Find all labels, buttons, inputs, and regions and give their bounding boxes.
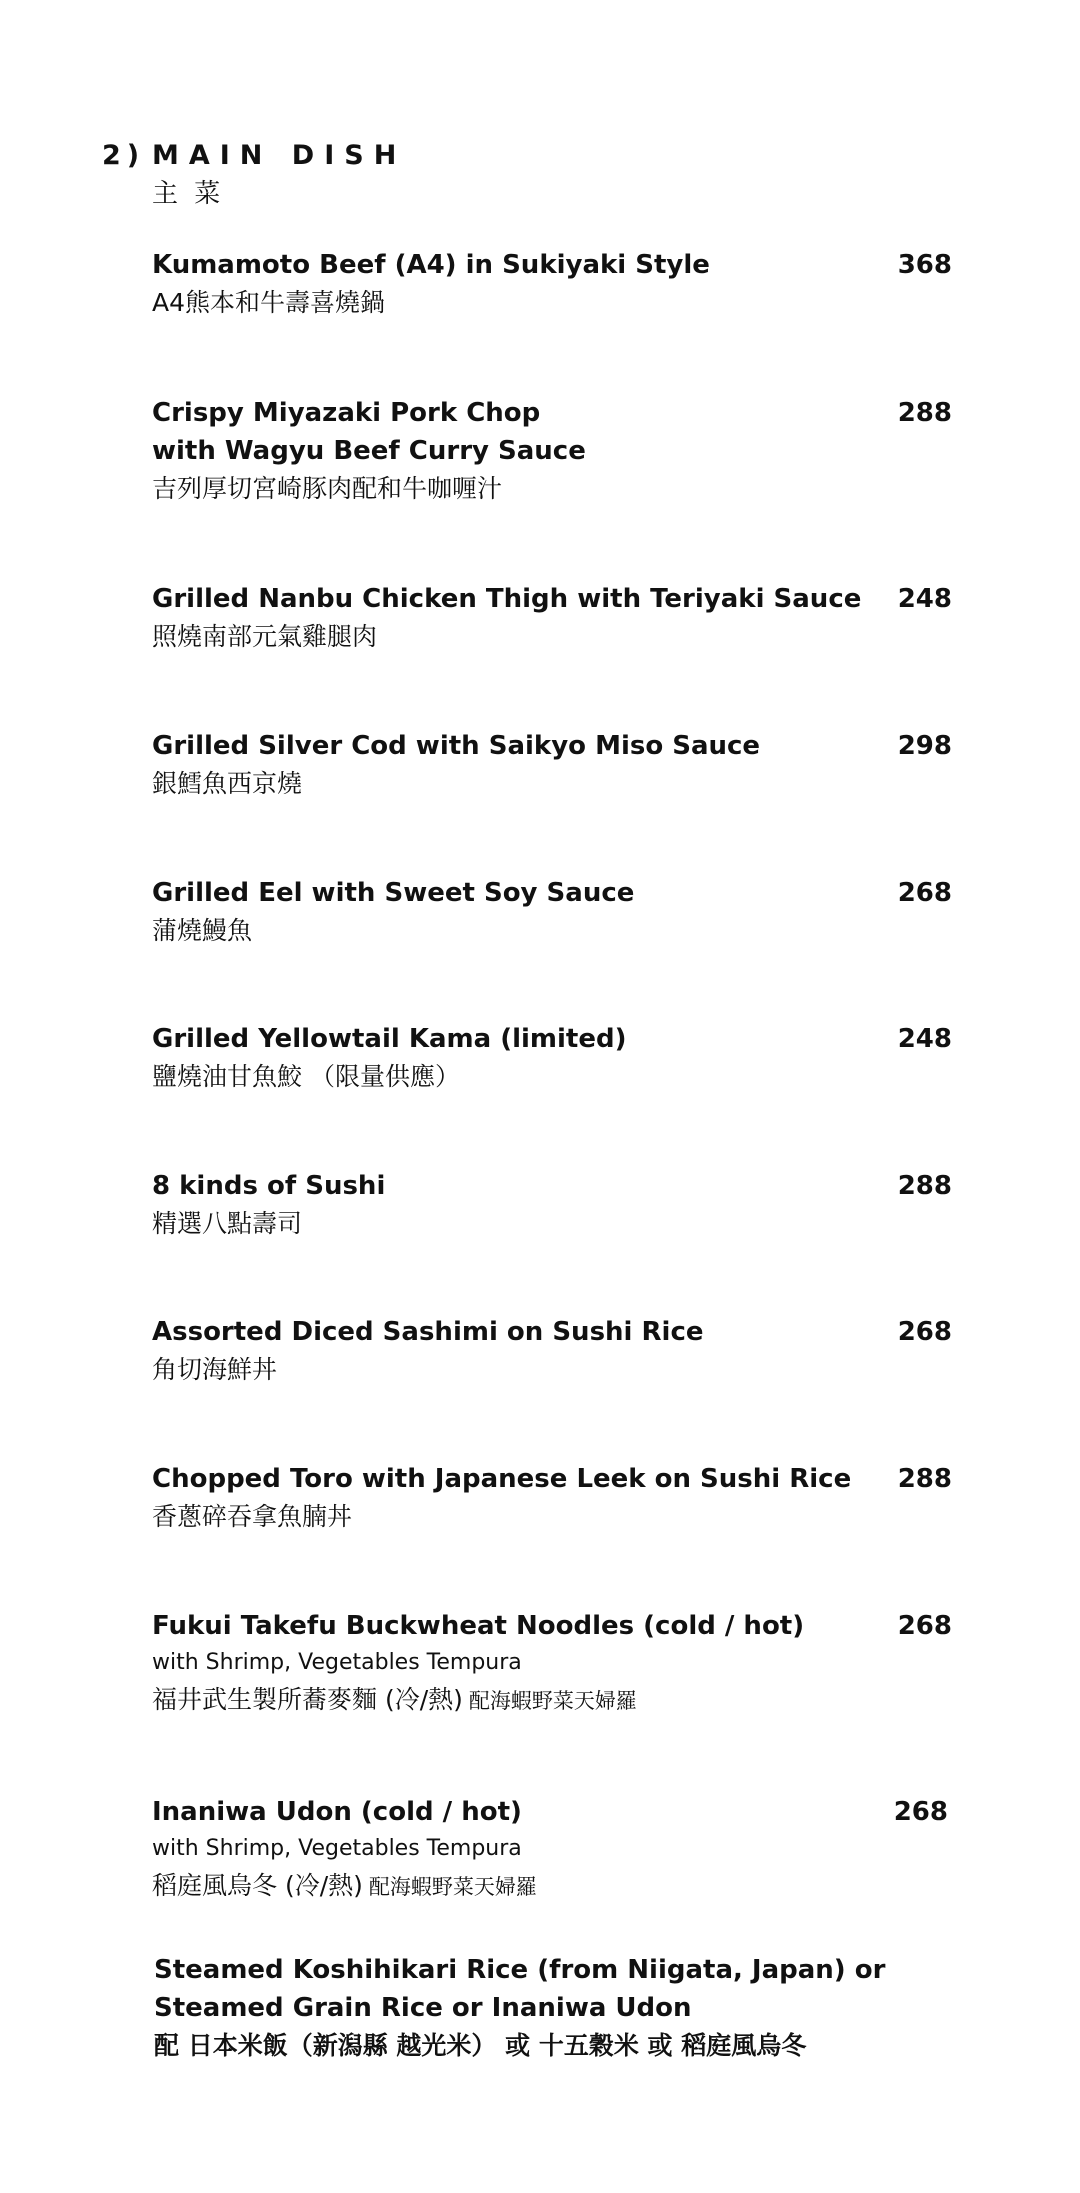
menu-item-nanbu-chicken xyxy=(152,580,952,656)
section-title: MAIN DISH xyxy=(152,140,407,171)
item-name: 8 kinds of Sushi xyxy=(152,1171,386,1201)
item-name: Crispy Miyazaki Pork Chop xyxy=(152,398,541,428)
item-name: Grilled Eel with Sweet Soy Sauce xyxy=(152,878,635,908)
item-description: with Shrimp, Vegetables Tempura xyxy=(152,1836,522,1861)
menu-item-eel xyxy=(152,874,952,950)
item-name-zh: 鹽燒油甘魚鮫 （限量供應） xyxy=(152,1062,460,1091)
item-name-zh xyxy=(152,1681,952,1720)
item-name: Assorted Diced Sashimi on Sushi Rice xyxy=(152,1317,704,1347)
item-name-zh: 吉列厚切宮崎豚肉配和牛咖喱汁 xyxy=(152,474,503,503)
item-name: Inaniwa Udon (cold / hot) xyxy=(152,1797,522,1827)
item-price: 288 xyxy=(897,398,952,428)
rice-options-zh: 配 日本米飯（新潟縣 越光米） 或 十五穀米 或 稻庭風烏冬 xyxy=(154,2031,807,2060)
item-price: 268 xyxy=(893,1797,948,1827)
item-price: 298 xyxy=(897,731,952,761)
menu-item-silver-cod xyxy=(152,727,952,803)
item-price: 248 xyxy=(897,1024,952,1054)
item-name-zh: 照燒南部元氣雞腿肉 xyxy=(152,622,378,651)
item-price: 288 xyxy=(897,1171,952,1201)
menu-item-sashimi-rice xyxy=(152,1313,952,1389)
menu-item-yellowtail-kama xyxy=(152,1020,952,1096)
item-price: 288 xyxy=(897,1464,952,1494)
menu-item-inaniwa-udon xyxy=(152,1793,952,1906)
item-price: 268 xyxy=(897,1317,952,1347)
item-name: Fukui Takefu Buckwheat Noodles (cold / hot) xyxy=(152,1611,805,1641)
menu-item-pork-chop xyxy=(152,394,952,508)
item-name-zh: 精選八點壽司 xyxy=(152,1209,303,1238)
item-zh-main: 稻庭風烏冬 (冷/熱) xyxy=(152,1871,363,1900)
item-name-line2: with Wagyu Beef Curry Sauce xyxy=(152,436,586,466)
item-name-zh: 蒲燒鰻魚 xyxy=(152,916,253,945)
item-zh-note: 配海蝦野菜天婦羅 xyxy=(468,1689,637,1713)
rice-options-line2: Steamed Grain Rice or Inaniwa Udon xyxy=(154,1993,692,2023)
item-name: Grilled Nanbu Chicken Thigh with Teriyaki Sauce xyxy=(152,584,862,614)
item-price: 268 xyxy=(897,1611,952,1641)
item-name: Grilled Silver Cod with Saikyo Miso Sauce xyxy=(152,731,761,761)
item-name-zh: 角切海鮮丼 xyxy=(152,1355,278,1384)
item-name: Grilled Yellowtail Kama (limited) xyxy=(152,1024,627,1054)
item-name: Kumamoto Beef (A4) in Sukiyaki Style xyxy=(152,250,710,280)
item-zh-main: 福井武生製所蕎麥麵 (冷/熱) xyxy=(152,1685,463,1714)
item-name-zh xyxy=(152,1867,952,1906)
section-number: 2) xyxy=(102,140,146,171)
menu-item-sushi xyxy=(152,1167,952,1243)
menu-item-kumamoto-beef xyxy=(152,246,952,322)
item-description: with Shrimp, Vegetables Tempura xyxy=(152,1650,522,1675)
item-price: 268 xyxy=(897,878,952,908)
menu-item-buckwheat-noodles xyxy=(152,1607,952,1720)
item-name-zh: A4熊本和牛壽喜燒鍋 xyxy=(152,288,386,317)
item-price: 248 xyxy=(897,584,952,614)
rice-options-note xyxy=(154,1951,954,2065)
item-price: 368 xyxy=(897,250,952,280)
section-subtitle: 主 菜 xyxy=(152,179,225,209)
item-name-zh: 香蔥碎吞拿魚腩丼 xyxy=(152,1502,353,1531)
menu-item-toro-rice xyxy=(152,1460,952,1536)
rice-options-line1: Steamed Koshihikari Rice (from Niigata, Japan) or xyxy=(154,1955,886,1985)
item-zh-note: 配海蝦野菜天婦羅 xyxy=(368,1875,537,1899)
item-name-zh: 銀鱈魚西京燒 xyxy=(152,769,303,798)
item-name: Chopped Toro with Japanese Leek on Sushi Rice xyxy=(152,1464,852,1494)
